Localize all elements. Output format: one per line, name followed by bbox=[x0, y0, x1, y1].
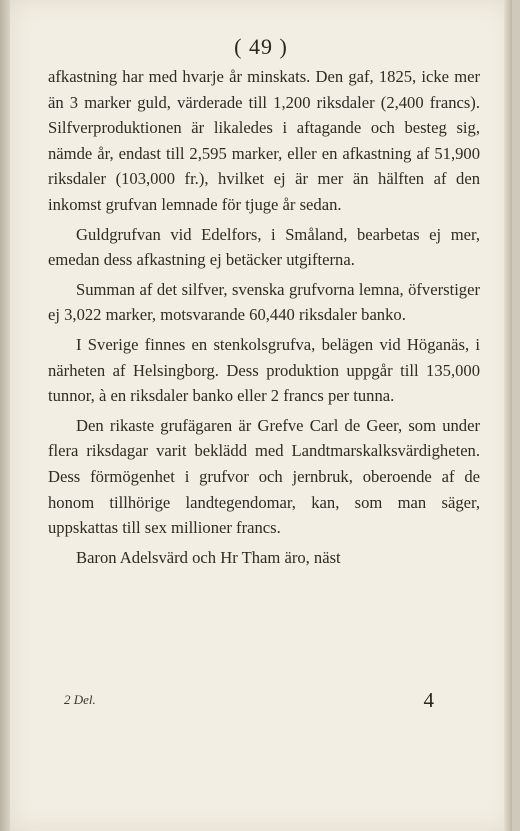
paragraph-continuation: afkastning har med hvarje år minskats. Den gaf, 1825, icke mer än 3 marker guld, värderade till 1,200 riksdaler (2,400 francs). Silfverproduktionen är likaledes i aftagande och besteg sig, nämde år, endast till 2,595 marker, eller en afkastning af 51,900 riksdaler (103,000 fr.), hvilket ej är mer än hälften af den inkomst grufvan lemnade för tjuge år sedan. bbox=[48, 67, 480, 214]
paragraph-coal-mine: I Sverige finnes en stenkolsgrufva, belägen vid Höganäs, i närheten af Helsingborg. Dess produktion uppgår till 135,000 tunnor, à en riksdaler banko eller 2 francs per tunna. bbox=[48, 334, 480, 406]
paragraph-edelfors: Guldgrufvan vid Edelfors, i Småland, bearbetas ej mer, emedan dess afkastning ej betäcker utgifterna. bbox=[48, 224, 480, 270]
paragraph-adelsvard: Baron Adelsvärd och Hr Tham äro, näst bbox=[76, 547, 341, 567]
book-page bbox=[10, 0, 512, 831]
paragraph-silver-sum: Summan af det silfver, svenska grufvorna lemna, öfverstiger ej 3,022 marker, motsvarande 60,440 riksdaler banko. bbox=[48, 279, 480, 325]
paragraph-de-geer: Den rikaste grufägaren är Grefve Carl de Geer, som under flera riksdagar varit beklädd med Landtmarskalksvärdigheten. Dess förmögenhet i grufvor och jernbruk, oberoende af de honom tillhörige landtegendomar, kan, som man säger, uppskattas till sex millioner francs. bbox=[48, 415, 480, 538]
page-footer bbox=[64, 688, 434, 722]
sheet-number: 4 bbox=[423, 688, 434, 712]
page-number-header: ( 49 ) bbox=[234, 34, 288, 59]
page-left-edge bbox=[0, 0, 10, 831]
signature-mark: 2 Del. bbox=[64, 692, 96, 707]
body-text bbox=[48, 64, 480, 574]
page-gutter bbox=[504, 0, 512, 831]
